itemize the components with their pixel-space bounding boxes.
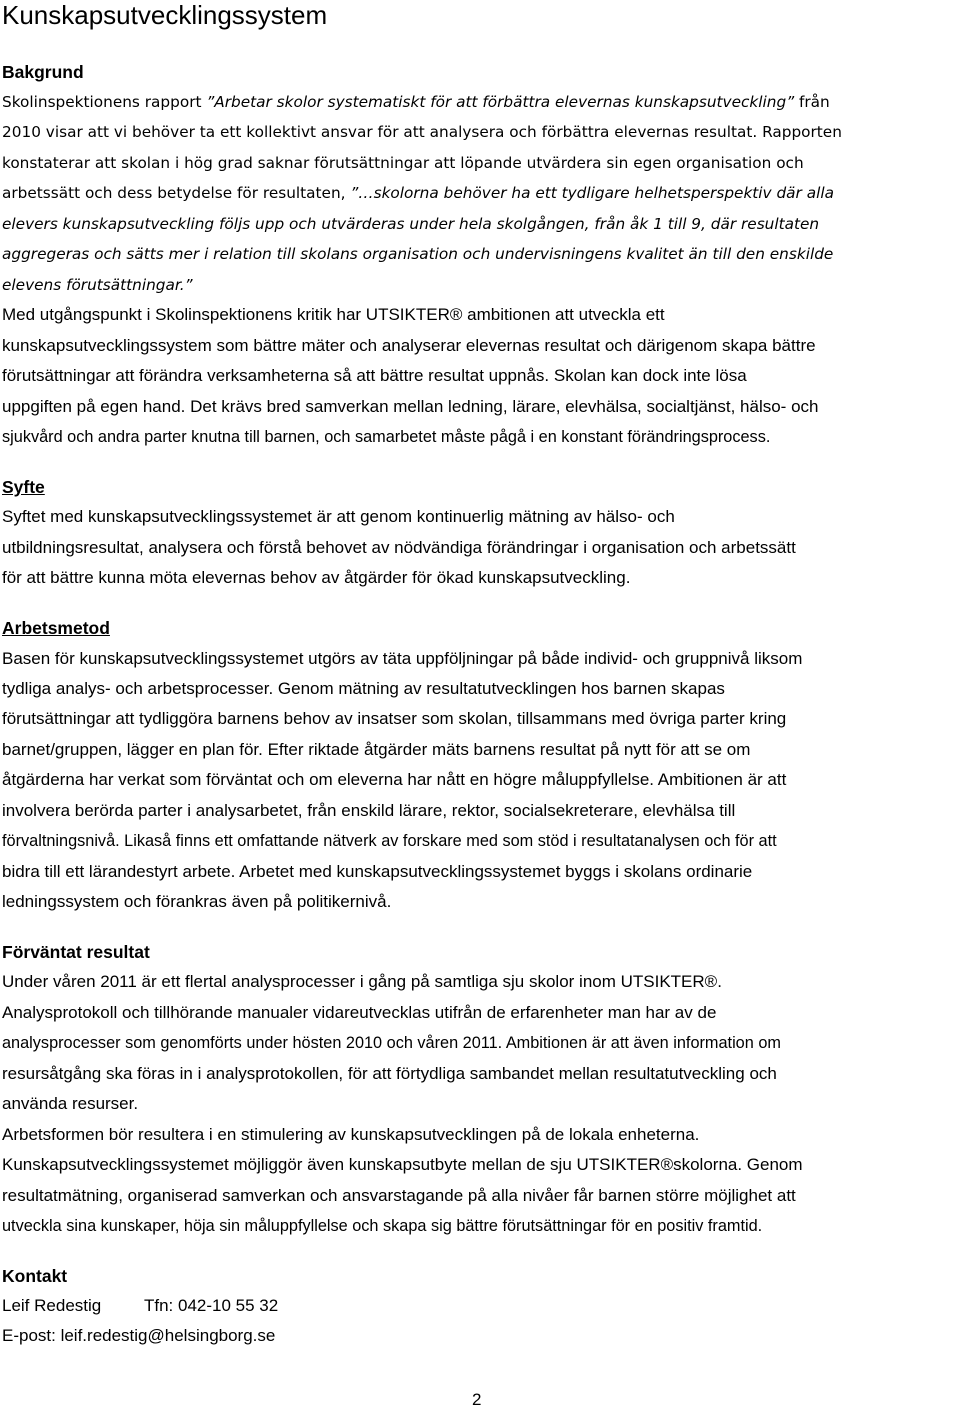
paragraph-line: utveckla sina kunskaper, höja sin måluppfyllelse och skapa sig bättre förutsättningar för en positiv framtid. bbox=[2, 1217, 763, 1235]
heading-forvantat-resultat: Förväntat resultat bbox=[2, 942, 150, 962]
paragraph-line: Kunskapsutvecklingssystemet möjliggör även kunskapsutbyte mellan de sju UTSIKTER®skolorna. Genom bbox=[2, 1155, 803, 1174]
paragraph-line: elevens förutsättningar.” bbox=[2, 276, 193, 294]
paragraph-line: resursåtgång ska föras in i analysprotokollen, för att förtydliga sambandet mellan resultatutveckling och bbox=[2, 1064, 777, 1083]
heading-bakgrund: Bakgrund bbox=[2, 62, 84, 82]
paragraph-line: Arbetsformen bör resultera i en stimulering av kunskapsutvecklingen på de lokala enheterna. bbox=[2, 1125, 700, 1144]
paragraph-line: bidra till ett lärandestyrt arbete. Arbetet med kunskapsutvecklingssystemet byggs i skolans ordinarie bbox=[2, 862, 753, 881]
paragraph-line: för att bättre kunna möta elevernas behov av åtgärder för ökad kunskapsutveckling. bbox=[2, 568, 631, 587]
paragraph-line: förutsättningar att tydliggöra barnens behov av insatser som skolan, tillsammans med övriga parter kring bbox=[2, 709, 787, 728]
paragraph-line: barnet/gruppen, lägger en plan för. Efter riktade åtgärder mäts barnens resultat på nytt för att se om bbox=[2, 740, 751, 759]
paragraph-line: utbildningsresultat, analysera och förstå behovet av nödvändiga förändringar i organisation och arbetssätt bbox=[2, 538, 796, 557]
contact-name: Leif Redestig bbox=[2, 1296, 102, 1315]
paragraph-line: Med utgångspunkt i Skolinspektionens kritik har UTSIKTER® ambitionen att utveckla ett bbox=[2, 305, 665, 324]
paragraph-line: Analysprotokoll och tillhörande manualer vidareutvecklas utifrån de erfarenheter man har av de bbox=[2, 1003, 717, 1022]
paragraph-line: sjukvård och andra parter knutna till barnen, och samarbetet måste pågå i en konstant förändringsprocess. bbox=[2, 428, 771, 446]
paragraph-line: arbetssätt och dess betydelse för resultaten, ”…skolorna behöver ha ett tydligare helhetsperspektiv där alla bbox=[2, 184, 834, 202]
paragraph-line: åtgärderna har verkat som förväntat och om eleverna har nått en högre måluppfyllelse. Ambitionen är att bbox=[2, 770, 787, 789]
paragraph-line: använda resurser. bbox=[2, 1094, 139, 1113]
heading-kontakt: Kontakt bbox=[2, 1266, 68, 1286]
heading-syfte: Syfte bbox=[2, 477, 45, 497]
page-number: 2 bbox=[472, 1390, 482, 1409]
paragraph-line: Skolinspektionens rapport ”Arbetar skolor systematiskt för att förbättra elevernas kunskapsutveckling” från bbox=[2, 93, 830, 111]
paragraph-line: uppgiften på egen hand. Det krävs bred samverkan mellan ledning, lärare, elevhälsa, socialtjänst, hälso- och bbox=[2, 397, 819, 416]
paragraph-line: aggregeras och sätts mer i relation till skolans organisation och undervisningens kvalitet än till den enskilde bbox=[2, 245, 834, 263]
paragraph-line: kunskapsutvecklingssystem som bättre mäter och analyserar elevernas resultat och därigenom skapa bättre bbox=[2, 336, 816, 355]
paragraph-line: Syftet med kunskapsutvecklingssystemet är att genom kontinuerlig mätning av hälso- och bbox=[2, 507, 675, 526]
paragraph-line: Basen för kunskapsutvecklingssystemet utgörs av täta uppföljningar på både individ- och gruppnivå liksom bbox=[2, 649, 803, 668]
contact-row bbox=[2, 1295, 402, 1317]
paragraph-line: elevers kunskapsutveckling följs upp och utvärderas under hela skolgången, från åk 1 till 9, där resultaten bbox=[2, 215, 820, 233]
paragraph-line: tydliga analys- och arbetsprocesser. Genom mätning av resultatutvecklingen hos barnen skapas bbox=[2, 679, 725, 698]
paragraph-line: resultatmätning, organiserad samverkan och ansvarstagande på alla nivåer får barnen större möjlighet att bbox=[2, 1186, 796, 1205]
paragraph-line: involvera berörda parter i analysarbetet, från enskild lärare, rektor, socialsekreterare, elevhälsa till bbox=[2, 801, 736, 820]
contact-phone: Tfn: 042-10 55 32 bbox=[144, 1296, 279, 1315]
paragraph-line: förvaltningsnivå. Likaså finns ett omfattande nätverk av forskare med som stöd i resultatanalysen och för att bbox=[2, 832, 777, 850]
paragraph-line: ledningssystem och förankras även på politikernivå. bbox=[2, 892, 392, 911]
paragraph-line: analysprocesser som genomförts under hösten 2010 och våren 2011. Ambitionen är att även information om bbox=[2, 1034, 781, 1052]
paragraph-line: konstaterar att skolan i hög grad saknar förutsättningar att löpande utvärdera sin egen organisation och bbox=[2, 154, 804, 172]
heading-arbetsmetod: Arbetsmetod bbox=[2, 618, 110, 638]
contact-email: E-post: leif.redestig@helsingborg.se bbox=[2, 1326, 276, 1345]
paragraph-line: Under våren 2011 är ett flertal analysprocesser i gång på samtliga sju skolor inom UTSIKTER®. bbox=[2, 972, 722, 991]
paragraph-line: 2010 visar att vi behöver ta ett kollektivt ansvar för att analysera och förbättra elevernas resultat. Rapporten bbox=[2, 123, 842, 141]
paragraph-line: förutsättningar att förändra verksamheterna så att bättre resultat uppnås. Skolan kan dock inte lösa bbox=[2, 366, 747, 385]
page-title: Kunskapsutvecklingssystem bbox=[2, 0, 328, 30]
